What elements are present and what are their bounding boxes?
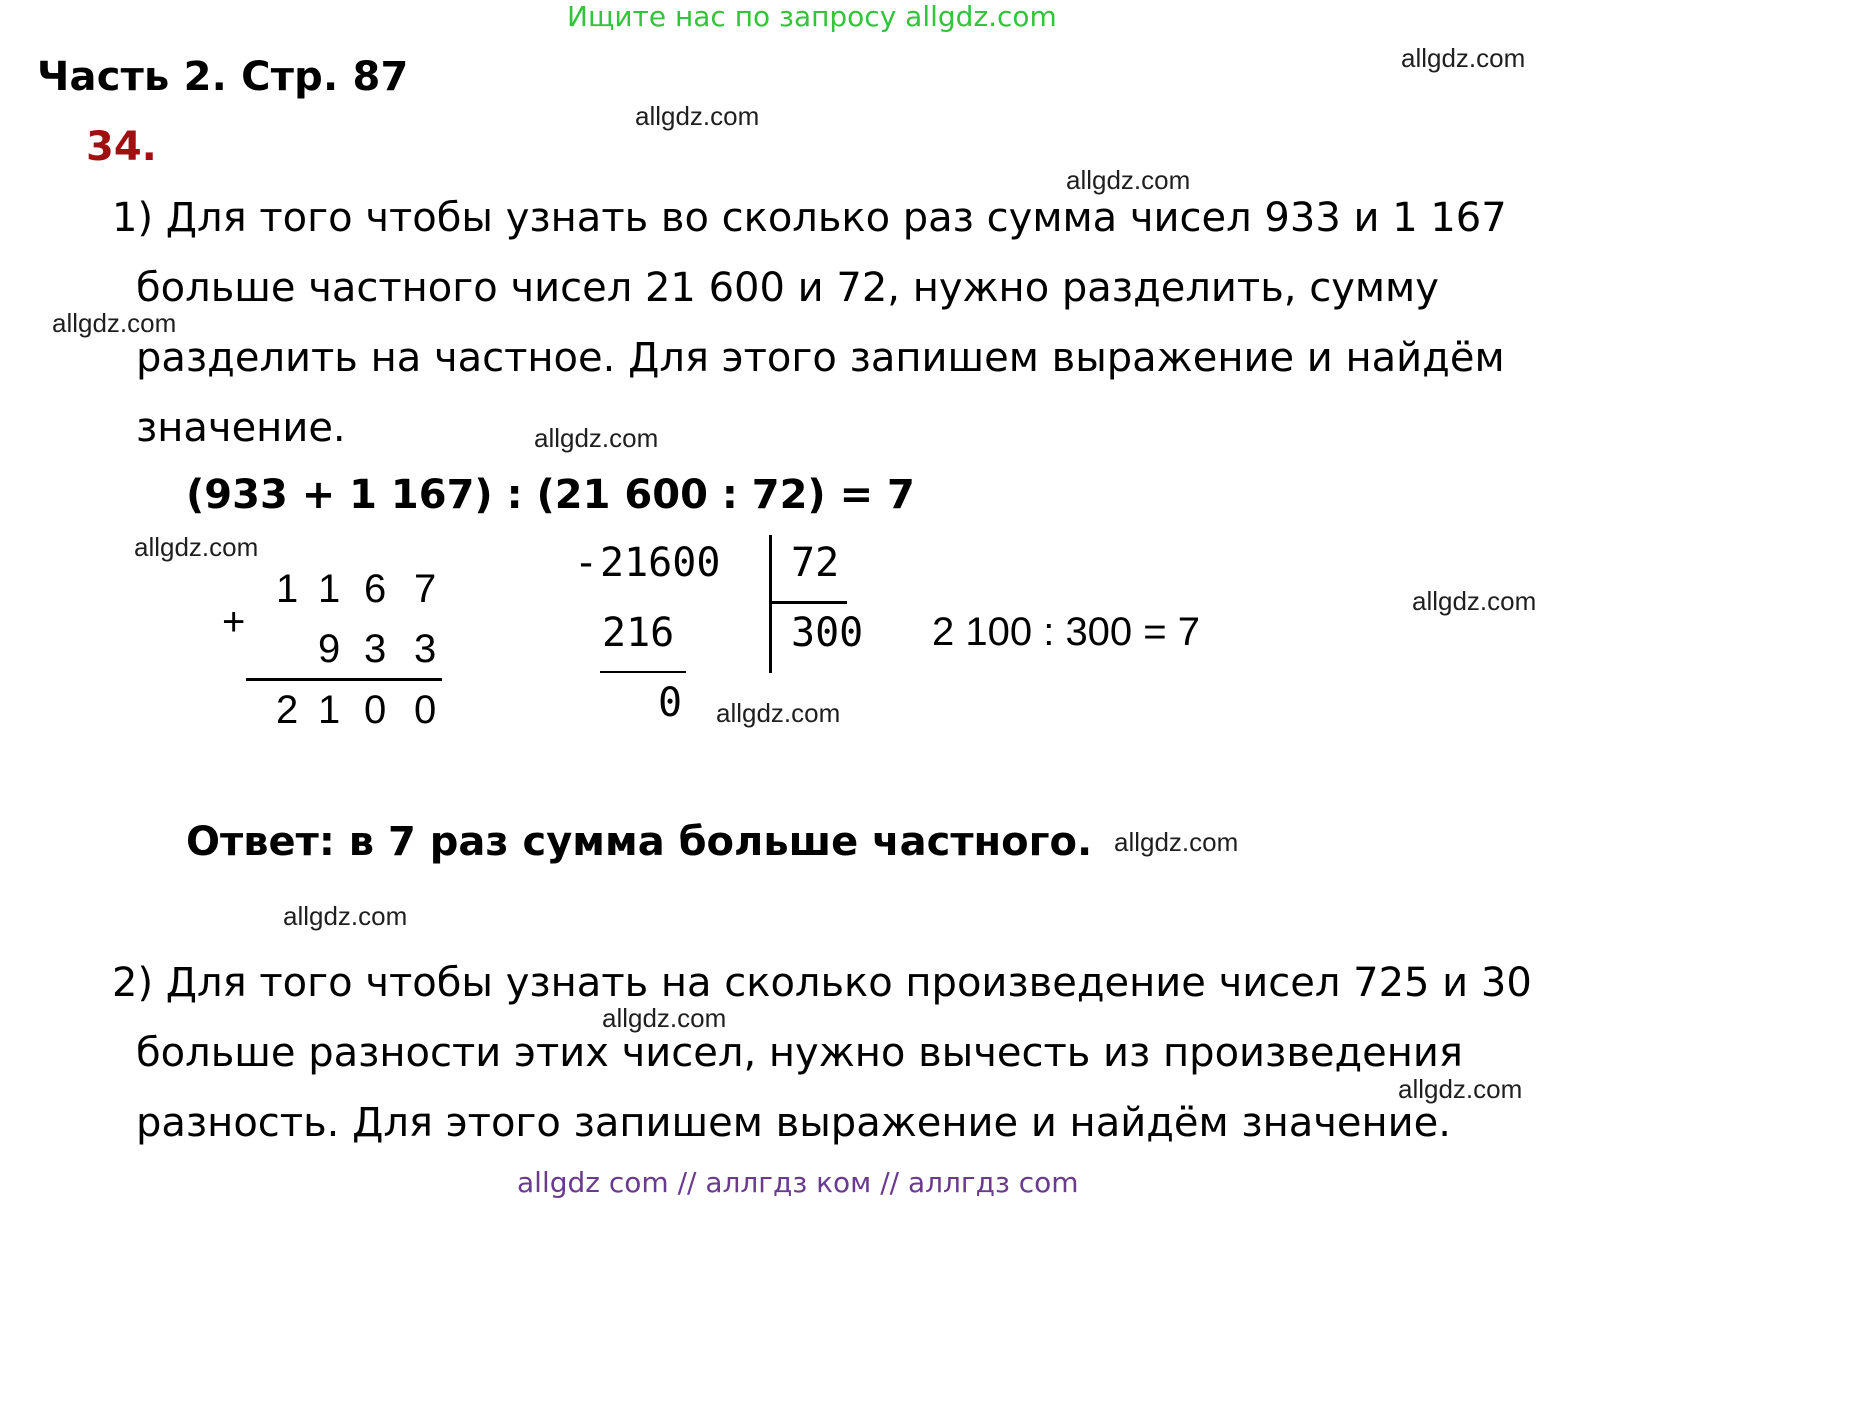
exercise-number: 34.: [86, 124, 157, 170]
division-minus: -: [574, 540, 599, 586]
divisor-underline: [771, 601, 847, 604]
search-banner: Ищите нас по запросу allgdz.com: [567, 0, 1057, 33]
expression: (933 + 1 167) : (21 600 : 72) = 7: [186, 472, 915, 518]
addend-top-digit: 6: [364, 567, 387, 611]
addition-sign: +: [222, 600, 246, 644]
part1-line2: больше частного чисел 21 600 и 72, нужно разделить, сумму: [136, 265, 1439, 311]
subtraction-line: [600, 671, 686, 673]
watermark: allgdz.com: [1412, 586, 1537, 616]
page-title: Часть 2. Стр. 87: [37, 54, 409, 100]
watermark: allgdz.com: [134, 532, 259, 562]
addition-line: [246, 678, 442, 681]
watermark: allgdz.com: [534, 423, 659, 453]
watermark: allgdz.com: [1114, 827, 1239, 857]
part2-line3: разность. Для этого запишем выражение и найдём значение.: [136, 1100, 1451, 1146]
final-division: 2 100 : 300 = 7: [932, 610, 1201, 654]
watermark: allgdz.com: [602, 1003, 727, 1033]
watermark: allgdz.com: [1066, 165, 1191, 195]
watermark: allgdz.com: [1401, 43, 1526, 73]
watermark: allgdz.com: [1398, 1074, 1523, 1104]
subtrahend: 216: [602, 610, 675, 656]
part1-line3: разделить на частное. Для этого запишем выражение и найдём: [136, 335, 1505, 381]
sum-digit: 2: [276, 688, 299, 732]
addend-second-digit: 3: [414, 627, 437, 671]
sum-digit: 0: [364, 688, 387, 732]
part2-line2: больше разности этих чисел, нужно вычесть из произведения: [136, 1030, 1463, 1076]
watermark: allgdz.com: [52, 308, 177, 338]
sum-digit: 1: [318, 688, 341, 732]
addend-top-digit: 7: [414, 567, 437, 611]
dividend: 21600: [600, 540, 721, 586]
part1-line4: значение.: [136, 405, 346, 451]
addend-top-digit: 1: [276, 567, 299, 611]
addend-second-digit: 3: [364, 627, 387, 671]
part1-line1: 1) Для того чтобы узнать во сколько раз сумма чисел 933 и 1 167: [112, 195, 1507, 241]
footer-watermark: allgdz com // аллгдз ком // аллгдз com: [517, 1166, 1079, 1199]
division-vertical-line: [769, 535, 772, 673]
remainder: 0: [658, 680, 683, 726]
watermark: allgdz.com: [635, 101, 760, 131]
sum-digit: 0: [414, 688, 437, 732]
watermark: allgdz.com: [716, 698, 841, 728]
watermark: allgdz.com: [283, 901, 408, 931]
answer: Ответ: в 7 раз сумма больше частного.: [186, 819, 1093, 865]
addend-top-digit: 1: [318, 567, 341, 611]
quotient: 300: [791, 610, 864, 656]
divisor: 72: [791, 540, 840, 586]
part2-line1: 2) Для того чтобы узнать на сколько произведение чисел 725 и 30: [112, 960, 1532, 1006]
addend-second-digit: 9: [318, 627, 341, 671]
